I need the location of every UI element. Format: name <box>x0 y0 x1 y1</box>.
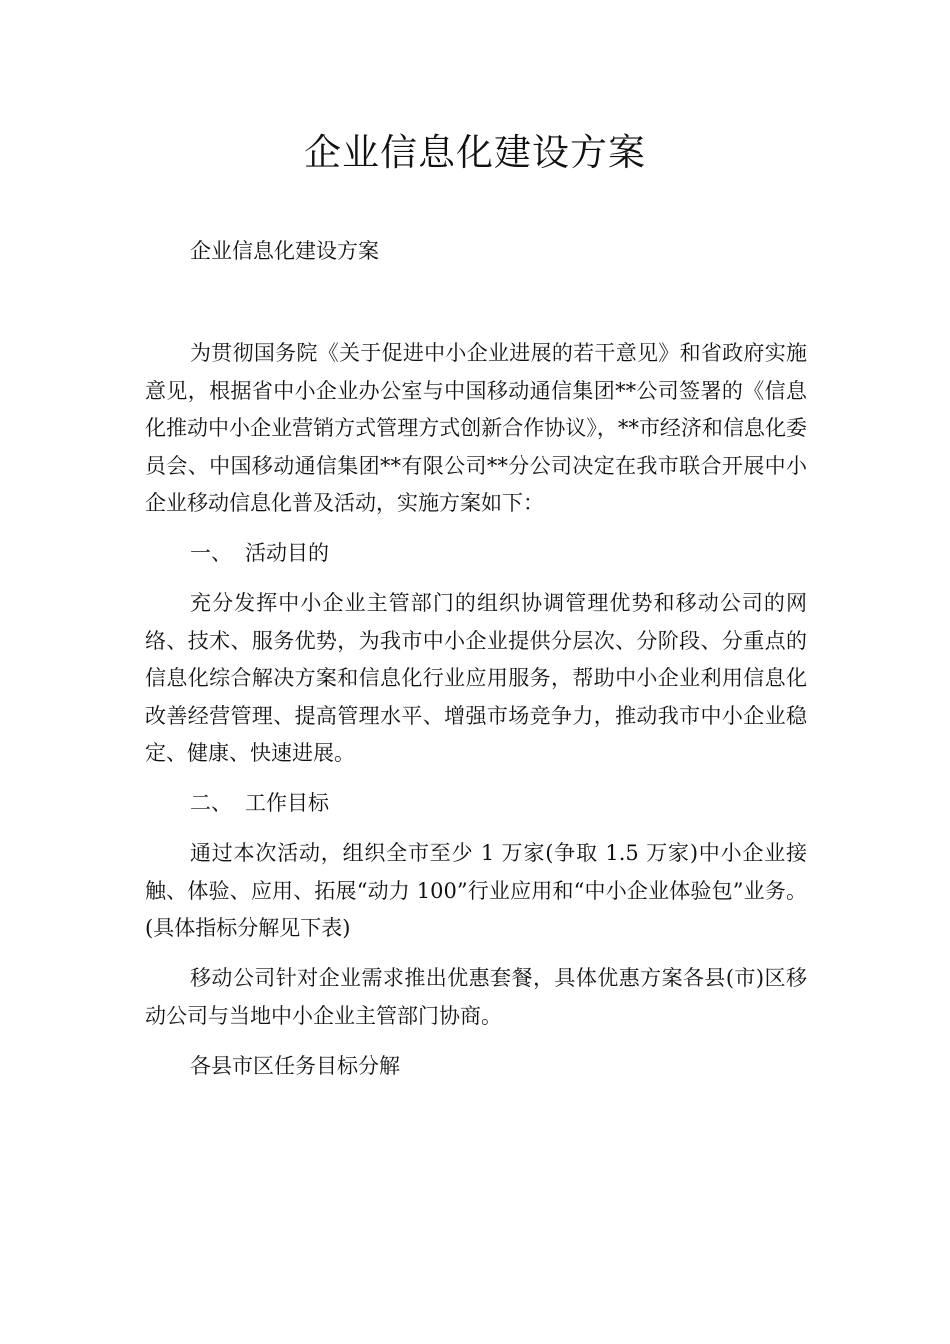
section-1-paragraph: 充分发挥中小企业主管部门的组织协调管理优势和移动公司的网络、技术、服务优势，为我市中小企业提供分层次、分阶段、分重点的信息化综合解决方案和信息化行业应用服务，帮助中小企业利用信息化改善经营管理、提高管理水平、增强市场竞争力，推动我市中小企业稳定、健康、快速进展。 <box>145 591 807 765</box>
section-2-paragraph-3: 各县市区任务目标分解 <box>190 1053 400 1078</box>
section-2-heading <box>145 785 807 823</box>
section-1-number: 一、 <box>190 541 232 565</box>
document-body <box>145 335 807 1098</box>
section-2-paragraph-2: 移动公司针对企业需求推出优惠套餐，具体优惠方案各县(市)区移动公司与当地中小企业主管部门协商。 <box>145 966 807 1028</box>
document-title: 企业信息化建设方案 <box>304 131 646 174</box>
section-2-title: 工作目标 <box>245 791 329 815</box>
document-subtitle: 企业信息化建设方案 <box>190 239 379 263</box>
section-1-title: 活动目的 <box>245 541 329 565</box>
section-1-heading <box>145 535 807 573</box>
intro-paragraph: 为贯彻国务院《关于促进中小企业进展的若干意见》和省政府实施意见，根据省中小企业办公室与中国移动通信集团**公司签署的《信息化推动中小企业营销方式管理方式创新合作协议》，**市经济和信息化委员会、中国移动通信集团**有限公司**分公司决定在我市联合开展中小企业移动信息化普及活动，实施方案如下： <box>145 341 807 515</box>
section-2-number: 二、 <box>190 791 232 815</box>
section-2-paragraph-1: 通过本次活动，组织全市至少 1 万家(争取 1.5 万家)中小企业接触、体验、应用、拓展“动力 100”行业应用和“中小企业体验包”业务。(具体指标分解见下表) <box>145 841 807 940</box>
